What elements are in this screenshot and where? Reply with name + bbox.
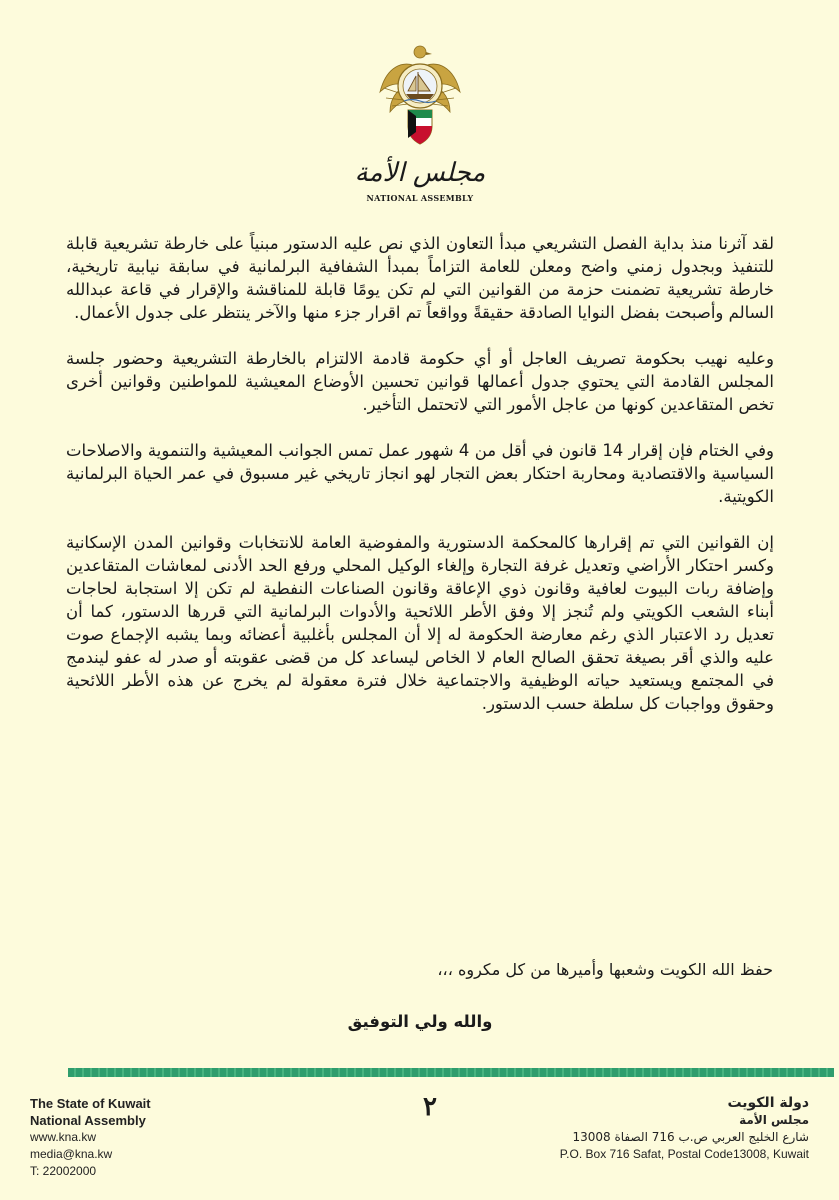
footer-english [30, 1095, 250, 1180]
paragraph-2: وعليه نهيب بحكومة تصريف العاجل أو أي حكومة قادمة الالتزام بالخارطة التشريعية وحضور جلسة المجلس القادمة التي يحتوي جدول أعمالها قوانين تحسين الأوضاع المعيشية للمواطنين وقوانين أخرى تخص المتقاعدين كونها من عاجل الأمور التي لاتحتمل التأخير. [66, 349, 774, 414]
page-number: ٢ [423, 1092, 437, 1122]
footer-state-ar: دولة الكويت [727, 1095, 809, 1111]
footer-phone: T: 22002000 [30, 1164, 97, 1178]
paragraph-1: لقد آثرنا منذ بداية الفصل التشريعي مبدأ التعاون الذي نص عليه الدستور مبنياً على خارطة تشريعية قابلة للتنفيذ وبجدول زمني واضح ومعلن للعامة التزاماً بمبدأ الشفافية البرلمانية في سابقة نيابية تاريخية، خارطة تشريعية تضمنت حزمة من القوانين التي لم تكن يومًا قابلة للمناقشة والإقرار في قاعة عبدالله السالم وأصبحت بفضل النوايا الصادقة حقيقةً وواقعاً تم اقرار جزء منها والآخر ينتظر على جدول الأعمال. [66, 234, 774, 322]
footer-address-ar: شارع الخليج العربي ص.ب 716 الصفاة 13008 [572, 1130, 809, 1144]
footer-state-en: The State of Kuwait [30, 1096, 151, 1111]
national-assembly-emblem [372, 28, 468, 158]
footer-website[interactable]: www.kna.kw [30, 1130, 97, 1144]
paragraph-3: وفي الختام فإن إقرار 14 قانون في أقل من 4 شهور عمل تمس الجوانب المعيشية والتنموية والاصلاحات السياسية والاقتصادية ومحاربة احتكار بعض التجار لهو انجاز تاريخي غير مسبوق في عمر الحياة البرلمانية الكويتية. [66, 441, 774, 506]
footer-address-en: P.O. Box 716 Safat, Postal Code13008, Kuwait [559, 1147, 809, 1161]
blessing-line: حفظ الله الكويت وشعبها وأميرها من كل مكروه ،،، [437, 960, 773, 979]
footer-divider [68, 1068, 834, 1077]
footer-arabic [489, 1095, 809, 1163]
assembly-english-name: NATIONAL ASSEMBLY [366, 193, 474, 203]
letter-body [66, 232, 774, 738]
assembly-arabic-logotype: مجلس الأمة [354, 158, 486, 188]
footer-assembly-en: National Assembly [30, 1113, 146, 1128]
footer-assembly-ar: مجلس الأمة [739, 1113, 809, 1127]
closing-line: والله ولي التوفيق [347, 1012, 493, 1031]
paragraph-4: إن القوانين التي تم إقرارها كالمحكمة الدستورية والمفوضية العامة للانتخابات وقوانين المدن الإسكانية وكسر احتكار الأراضي وتعديل غرفة التجارة وإلغاء الوكيل المحلي ورفع الحد الأدنى لمعاشات المتقاعدين وإضافة ربات البيوت لعافية وقانون ذوي الإعاقة وقانون الصناعات النفطية لم تكن إلا استجابة لحاجات أبناء الشعب الكويتي ولم تُنجز إلا وفق الأطر اللائحية والأدوات البرلمانية التي قررها الدستور، كما أن تعديل رد الاعتبار الذي رغم معارضة الحكومة له إلا أن المجلس بأغلبية أعضائه وبما يشبه الإجماع صوت عليه والذي أقر بصيغة تحقق الصالح العام لا الخاص ليساعد كل من قضى عقوبته أو صدر له عفو ليندمج في المجتمع ويستعيد حياته الوظيفية والاجتماعية خلال فترة معقولة لم يخرج عن هذه الأطر اللائحية وحقوق وواجبات كل سلطة حسب الدستور. [66, 533, 774, 713]
footer-email[interactable]: media@kna.kw [30, 1147, 113, 1161]
